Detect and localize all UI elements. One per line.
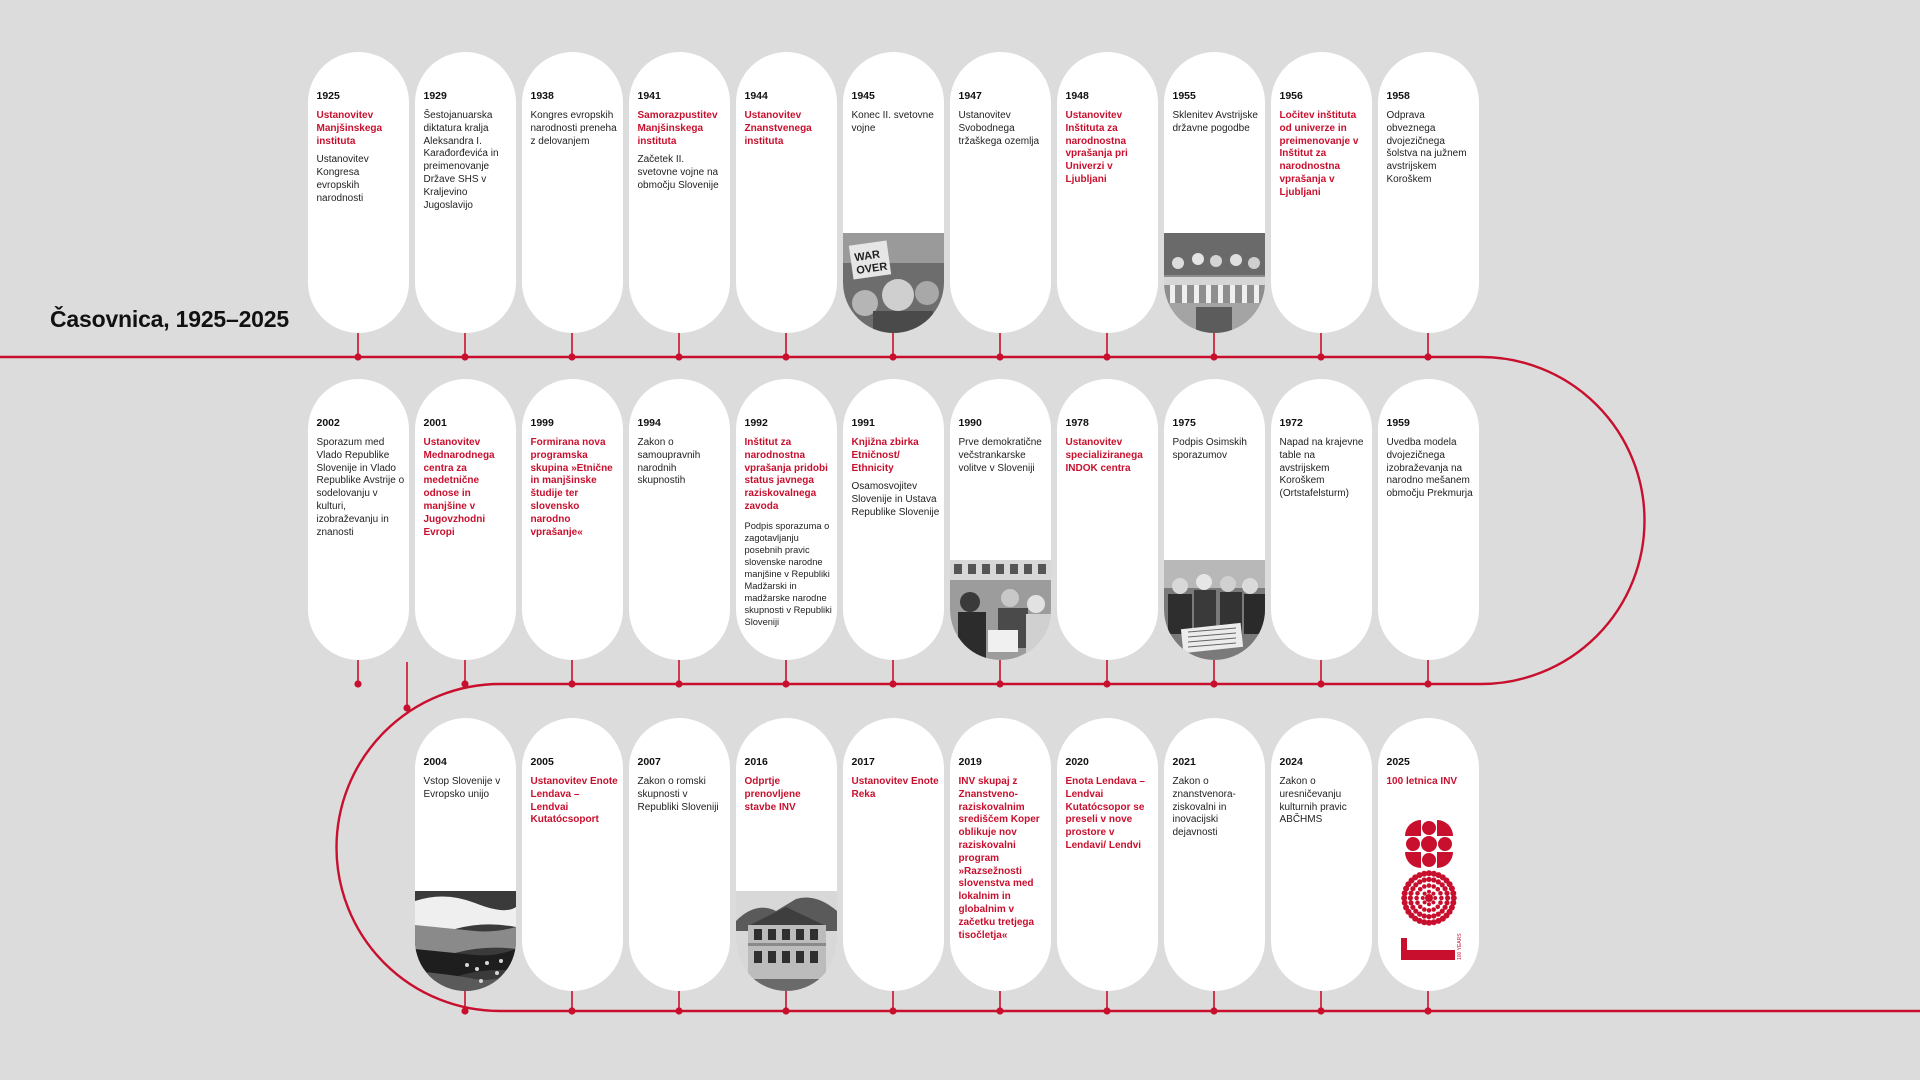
historical-event: Prve demokratične večstrankarske volitve v Sloveniji xyxy=(958,437,1042,474)
timeline-card-1947 xyxy=(950,52,1051,333)
card-body xyxy=(1173,417,1261,469)
timeline-dot-1955 xyxy=(1210,353,1217,360)
card-year: 1938 xyxy=(530,90,554,102)
card-year: 2004 xyxy=(423,756,447,768)
institute-event: 100 letnica INV xyxy=(1386,776,1458,787)
flag-photo xyxy=(415,891,516,991)
historical-event: Zakon o samoupravnih narodnih skupnostih xyxy=(637,437,701,487)
card-year: 1990 xyxy=(958,417,982,429)
timeline-dot-1947 xyxy=(996,353,1003,360)
timeline-dot-turn xyxy=(403,704,410,711)
card-body xyxy=(531,417,619,545)
voting-photo xyxy=(950,560,1051,660)
card-body xyxy=(1173,756,1261,846)
card-year: 2024 xyxy=(1279,756,1303,768)
balcony-photo xyxy=(1164,233,1265,333)
historical-event: Zakon o romski skupnosti v Republiki Sloveniji xyxy=(637,776,719,813)
timeline-card-1990 xyxy=(950,379,1051,660)
timeline-dot-2024 xyxy=(1317,1007,1324,1014)
timeline-dot-2002 xyxy=(354,680,361,687)
historical-event: Sklenitev Avstrijske državne pogodbe xyxy=(1172,110,1258,134)
timeline-card-1941 xyxy=(629,52,730,333)
card-body xyxy=(852,90,940,142)
timeline-dot-1929 xyxy=(461,353,468,360)
historical-event: Šestojanuarska diktatura kralja Aleksandra I. Karađorđevića in preimenovanje Države SHS v Kraljevino Jugoslavijo xyxy=(423,110,499,211)
card-body xyxy=(638,756,726,820)
timeline-dot-2020 xyxy=(1103,1007,1110,1014)
timeline-dot-1941 xyxy=(675,353,682,360)
card-year: 1958 xyxy=(1386,90,1410,102)
historical-event: Zakon o uresničevanju kulturnih pravic ABČHMS xyxy=(1279,776,1347,826)
card-year: 1978 xyxy=(1065,417,1089,429)
timeline-dot-2021 xyxy=(1210,1007,1217,1014)
card-year: 2019 xyxy=(958,756,982,768)
timeline-card-2004 xyxy=(415,718,516,991)
card-body xyxy=(531,90,619,154)
historical-event: Podpis Osimskih sporazumov xyxy=(1172,437,1247,461)
timeline-dot-1945 xyxy=(889,353,896,360)
timeline-card-1978 xyxy=(1057,379,1158,660)
card-year: 1956 xyxy=(1279,90,1303,102)
historical-event: Ustanovitev Svobodnega tržaškega ozemlja xyxy=(958,110,1040,147)
timeline-card-1958 xyxy=(1378,52,1479,333)
card-body xyxy=(959,90,1047,154)
historical-event: Konec II. svetovne vojne xyxy=(851,110,934,134)
card-year: 2021 xyxy=(1172,756,1196,768)
timeline-card-2017 xyxy=(843,718,944,991)
timeline-dot-1958 xyxy=(1424,353,1431,360)
card-body xyxy=(959,756,1047,948)
card-body xyxy=(1066,756,1154,859)
card-body xyxy=(317,417,405,545)
card-year: 2017 xyxy=(851,756,875,768)
timeline-dot-1994 xyxy=(675,680,682,687)
svg-text:100 YEARS: 100 YEARS xyxy=(1456,933,1463,960)
card-body xyxy=(638,417,726,494)
timeline-dot-1978 xyxy=(1103,680,1110,687)
card-year: 1991 xyxy=(851,417,875,429)
card-year: 1941 xyxy=(637,90,661,102)
timeline-dot-1948 xyxy=(1103,353,1110,360)
timeline-dot-2025 xyxy=(1424,1007,1431,1014)
card-year: 1955 xyxy=(1172,90,1196,102)
timeline-dot-1999 xyxy=(568,680,575,687)
timeline-card-1948 xyxy=(1057,52,1158,333)
timeline-dot-2019 xyxy=(996,1007,1003,1014)
timeline-card-1972 xyxy=(1271,379,1372,660)
institute-event: Odprtje prenovljene stavbe INV xyxy=(744,776,801,813)
card-body xyxy=(1173,90,1261,142)
timeline-dot-1990 xyxy=(996,680,1003,687)
card-year: 1948 xyxy=(1065,90,1089,102)
historical-event: Podpis sporazuma o zagotavljanju posebnih pravic slovenske narodne manjšine v Republiki Madžarski in madžarske narodne skupnosti v Republiki Sloveniji xyxy=(744,520,832,627)
timeline-card-2025 xyxy=(1378,718,1479,991)
card-body xyxy=(745,756,833,820)
institute-event: Inštitut za narodnostna vprašanja pridobi status javnega raziskovalnega zavoda xyxy=(744,437,828,512)
historical-event: Sporazum med Vlado Republike Slovenije in Vlado Republike Avstrije o sodelovanju v kulturi, izobraževanju in znanosti xyxy=(316,437,405,538)
card-body xyxy=(1387,90,1475,193)
timeline-card-1999 xyxy=(522,379,623,660)
card-body xyxy=(1280,90,1368,206)
timeline-dot-1925 xyxy=(354,353,361,360)
institute-event: Enota Lendava – Lendvai Kutatócsopor se preseli v nove prostore v Lendavi/ Lendvi xyxy=(1065,776,1145,851)
card-year: 1944 xyxy=(744,90,768,102)
card-body xyxy=(1280,417,1368,507)
timeline-card-2007 xyxy=(629,718,730,991)
card-body xyxy=(1280,756,1368,833)
card-year: 1999 xyxy=(530,417,554,429)
card-year: 1929 xyxy=(423,90,447,102)
timeline-dot-1991 xyxy=(889,680,896,687)
card-body xyxy=(1066,417,1154,481)
card-body xyxy=(317,90,405,212)
timeline-dot-2004 xyxy=(461,1007,468,1014)
card-body xyxy=(852,756,940,808)
card-body xyxy=(852,417,940,526)
timeline-card-1945 xyxy=(843,52,944,333)
timeline-dot-2001 xyxy=(461,680,468,687)
card-year: 1994 xyxy=(637,417,661,429)
institute-event: INV skupaj z Znanstveno-raziskovalnim središčem Koper oblikuje nov raziskovalni program »Razsežnosti slovenstva med lokalnim in globalnim v začetku tretjega tisočletja« xyxy=(958,776,1040,941)
institute-event: Ustanovitev Inštituta za narodnostna vprašanja pri Univerzi v Ljubljani xyxy=(1065,110,1128,185)
card-body xyxy=(424,417,512,545)
historical-event: Ustanovitev Kongresa evropskih narodnosti xyxy=(316,154,369,204)
institute-event: Ustanovitev specializiranega INDOK centra xyxy=(1065,437,1143,474)
card-year: 2016 xyxy=(744,756,768,768)
institute-event: Ustanovitev Znanstvenega instituta xyxy=(744,110,812,147)
card-year: 1925 xyxy=(316,90,340,102)
timeline-card-2024 xyxy=(1271,718,1372,991)
svg-text:OVER: OVER xyxy=(855,260,888,277)
timeline-card-2001 xyxy=(415,379,516,660)
card-year: 2002 xyxy=(316,417,340,429)
card-body xyxy=(424,90,512,218)
timeline-card-2016 xyxy=(736,718,837,991)
timeline-dot-1975 xyxy=(1210,680,1217,687)
card-body xyxy=(531,756,619,833)
card-body xyxy=(959,417,1047,481)
timeline-dot-2007 xyxy=(675,1007,682,1014)
card-year: 2001 xyxy=(423,417,447,429)
card-year: 2020 xyxy=(1065,756,1089,768)
timeline-dot-2016 xyxy=(782,1007,789,1014)
timeline-card-1929 xyxy=(415,52,516,333)
timeline-dot-1944 xyxy=(782,353,789,360)
card-year: 2005 xyxy=(530,756,554,768)
historical-event: Zakon o znanstvenora-ziskovalni in inovacijski dejavnosti xyxy=(1172,776,1236,839)
timeline-card-2005 xyxy=(522,718,623,991)
institute-event: Ločitev inštituta od univerze in preimenovanje v Inštitut za narodnostna vprašanja v Ljubljani xyxy=(1279,110,1359,198)
timeline-dot-1992 xyxy=(782,680,789,687)
timeline-card-1991 xyxy=(843,379,944,660)
timeline-card-1925 xyxy=(308,52,409,333)
timeline-dot-2005 xyxy=(568,1007,575,1014)
card-year: 1959 xyxy=(1386,417,1410,429)
signing-photo xyxy=(1164,560,1265,660)
timeline-card-1944 xyxy=(736,52,837,333)
institute-event: Ustanovitev Mednarodnega centra za medetnične odnose in manjšine v Jugovzhodni Evropi xyxy=(423,437,495,538)
historical-event: Začetek II. svetovne vojne na območju Slovenije xyxy=(637,154,719,191)
timeline-dot-1972 xyxy=(1317,680,1324,687)
timeline-card-2019 xyxy=(950,718,1051,991)
timeline-dot-1956 xyxy=(1317,353,1324,360)
card-body xyxy=(745,90,833,154)
svg-text:WAR: WAR xyxy=(853,248,881,265)
card-body xyxy=(1066,90,1154,193)
card-year: 1972 xyxy=(1279,417,1303,429)
timeline-card-2021 xyxy=(1164,718,1265,991)
card-year: 2025 xyxy=(1386,756,1410,768)
timeline-card-1994 xyxy=(629,379,730,660)
institute-event: Samorazpustitev Manjšinskega instituta xyxy=(637,110,718,147)
historical-event: Vstop Slovenije v Evropsko unijo xyxy=(423,776,501,800)
page-title: Časovnica, 1925–2025 xyxy=(50,306,289,332)
historical-event: Kongres evropskih narodnosti preneha z delovanjem xyxy=(530,110,617,147)
card-year: 1945 xyxy=(851,90,875,102)
card-body xyxy=(1387,417,1475,507)
timeline-card-1955 xyxy=(1164,52,1265,333)
card-year: 2007 xyxy=(637,756,661,768)
timeline-card-1975 xyxy=(1164,379,1265,660)
timeline-card-2020 xyxy=(1057,718,1158,991)
building-photo xyxy=(736,891,837,991)
inv-100-logo xyxy=(1397,818,1467,973)
institute-event: Knjižna zbirka Etničnost/ Ethnicity xyxy=(851,437,919,474)
historical-event: Napad na krajevne table na avstrijskem Koroškem (Ortstafelsturm) xyxy=(1279,437,1364,500)
timeline-dot-1959 xyxy=(1424,680,1431,687)
historical-event: Osamosvojitev Slovenije in Ustava Republike Slovenije xyxy=(851,481,940,518)
institute-event: Ustanovitev Enote Reka xyxy=(851,776,939,800)
timeline-card-1992 xyxy=(736,379,837,660)
card-body xyxy=(638,90,726,199)
card-year: 1975 xyxy=(1172,417,1196,429)
timeline-dot-1938 xyxy=(568,353,575,360)
institute-event: Ustanovitev Manjšinskega instituta xyxy=(316,110,383,147)
institute-event: Formirana nova programska skupina »Etnične in manjšinske študije ter slovensko narodno vprašanje« xyxy=(530,437,613,538)
card-year: 1947 xyxy=(958,90,982,102)
timeline-card-2002 xyxy=(308,379,409,660)
card-body xyxy=(745,417,833,634)
timeline-card-1938 xyxy=(522,52,623,333)
institute-event: Ustanovitev Enote Lendava – Lendvai Kutatócsoport xyxy=(530,776,618,826)
historical-event: Odprava obveznega dvojezičnega šolstva na južnem avstrijskem Koroškem xyxy=(1386,110,1467,185)
timeline-dot-2017 xyxy=(889,1007,896,1014)
card-body xyxy=(1387,756,1475,795)
historical-event: Uvedba modela dvojezičnega izobraževanja na narodno mešanem območju Prekmurja xyxy=(1386,437,1473,500)
card-year: 1992 xyxy=(744,417,768,429)
card-body xyxy=(424,756,512,808)
war-over-photo xyxy=(843,233,944,333)
timeline-card-1956 xyxy=(1271,52,1372,333)
timeline-card-1959 xyxy=(1378,379,1479,660)
